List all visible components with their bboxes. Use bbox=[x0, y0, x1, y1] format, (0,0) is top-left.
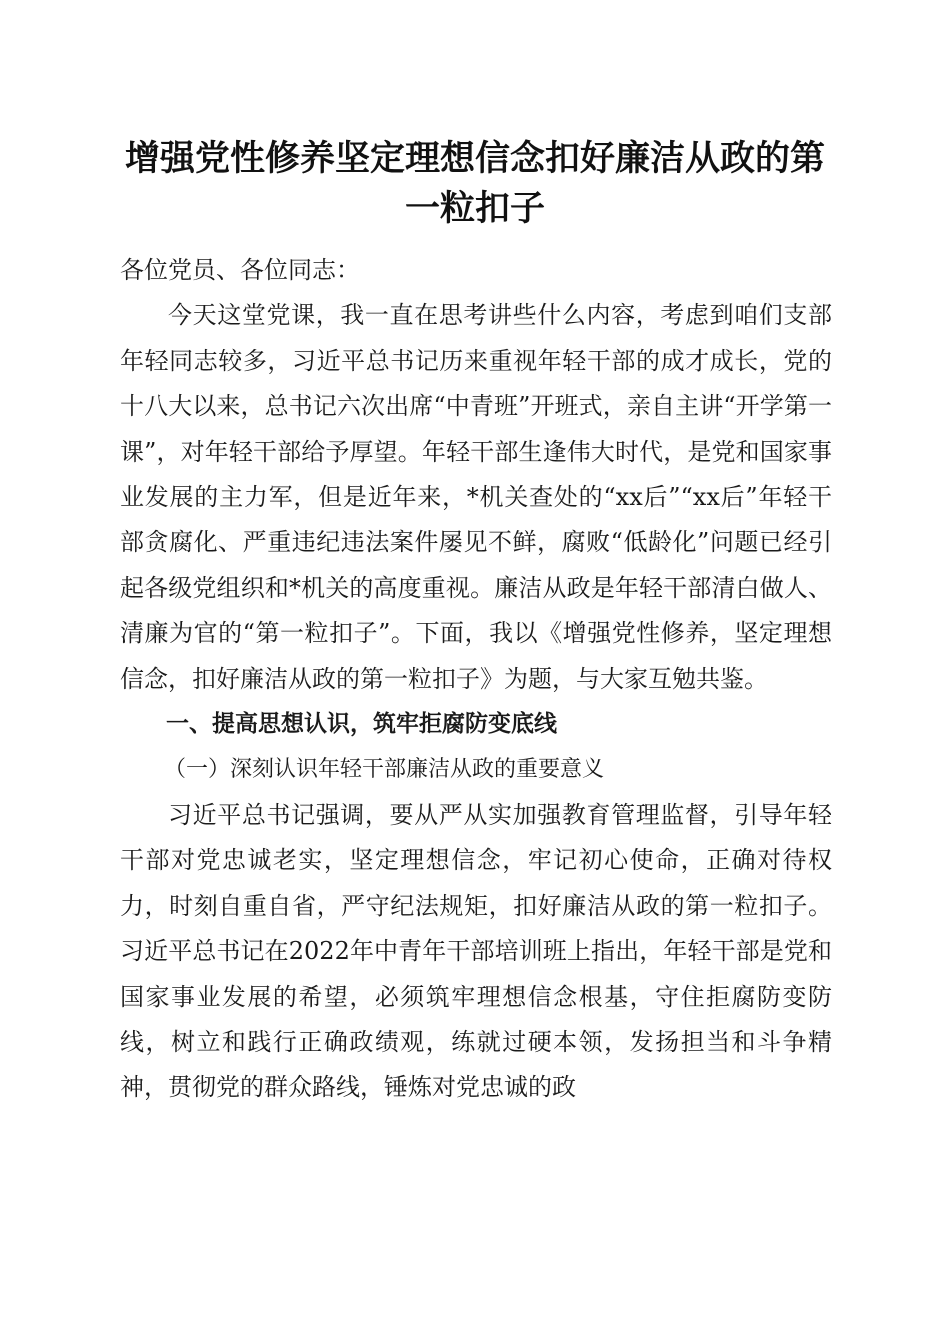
subsection-paragraph-1: 习近平总书记强调，要从严从实加强教育管理监督，引导年轻干部对党忠诚老实，坚定理想信念，牢记初心使命，正确对待权力，时刻自重自省，严守纪法规矩，扣好廉洁从政的第一粒扣子。习近平总书记在2022年中青年干部培训班上指出，年轻干部是党和国家事业发展的希望，必须筑牢理想信念根基，守住拒腐防变防线，树立和践行正确政绩观，练就过硬本领，发扬担当和斗争精神，贯彻党的群众路线，锤炼对党忠诚的政 bbox=[120, 800, 832, 1102]
salutation: 各位党员、各位同志： bbox=[120, 256, 360, 284]
document-body bbox=[120, 248, 832, 1111]
document-title: 增强党性修养坚定理想信念扣好廉洁从政的第一粒扣子 bbox=[124, 138, 825, 229]
section-heading-1: 一、提高思想认识，筑牢拒腐防变底线 bbox=[166, 711, 557, 738]
intro-paragraph: 今天这堂党课，我一直在思考讲些什么内容，考虑到咱们支部年轻同志较多，习近平总书记历来重视年轻干部的成才成长，党的十八大以来，总书记六次出席“中青班”开班式，亲自主讲“开学第一课”，对年轻干部给予厚望。年轻干部生逢伟大时代，是党和国家事业发展的主力军，但是近年来，*机关查处的“xx后”“xx后”年轻干部贪腐化、严重违纪违法案件屡见不鲜，腐败“低龄化”问题已经引起各级党组织和*机关的高度重视。廉洁从政是年轻干部清白做人、清廉为官的“第一粒扣子”。下面，我以《增强党性修养，坚定理想信念，扣好廉洁从政的第一粒扣子》为题，与大家互勉共鉴。 bbox=[120, 301, 832, 693]
subsection-heading-1: （一）深刻认识年轻干部廉洁从政的重要意义 bbox=[164, 757, 605, 783]
